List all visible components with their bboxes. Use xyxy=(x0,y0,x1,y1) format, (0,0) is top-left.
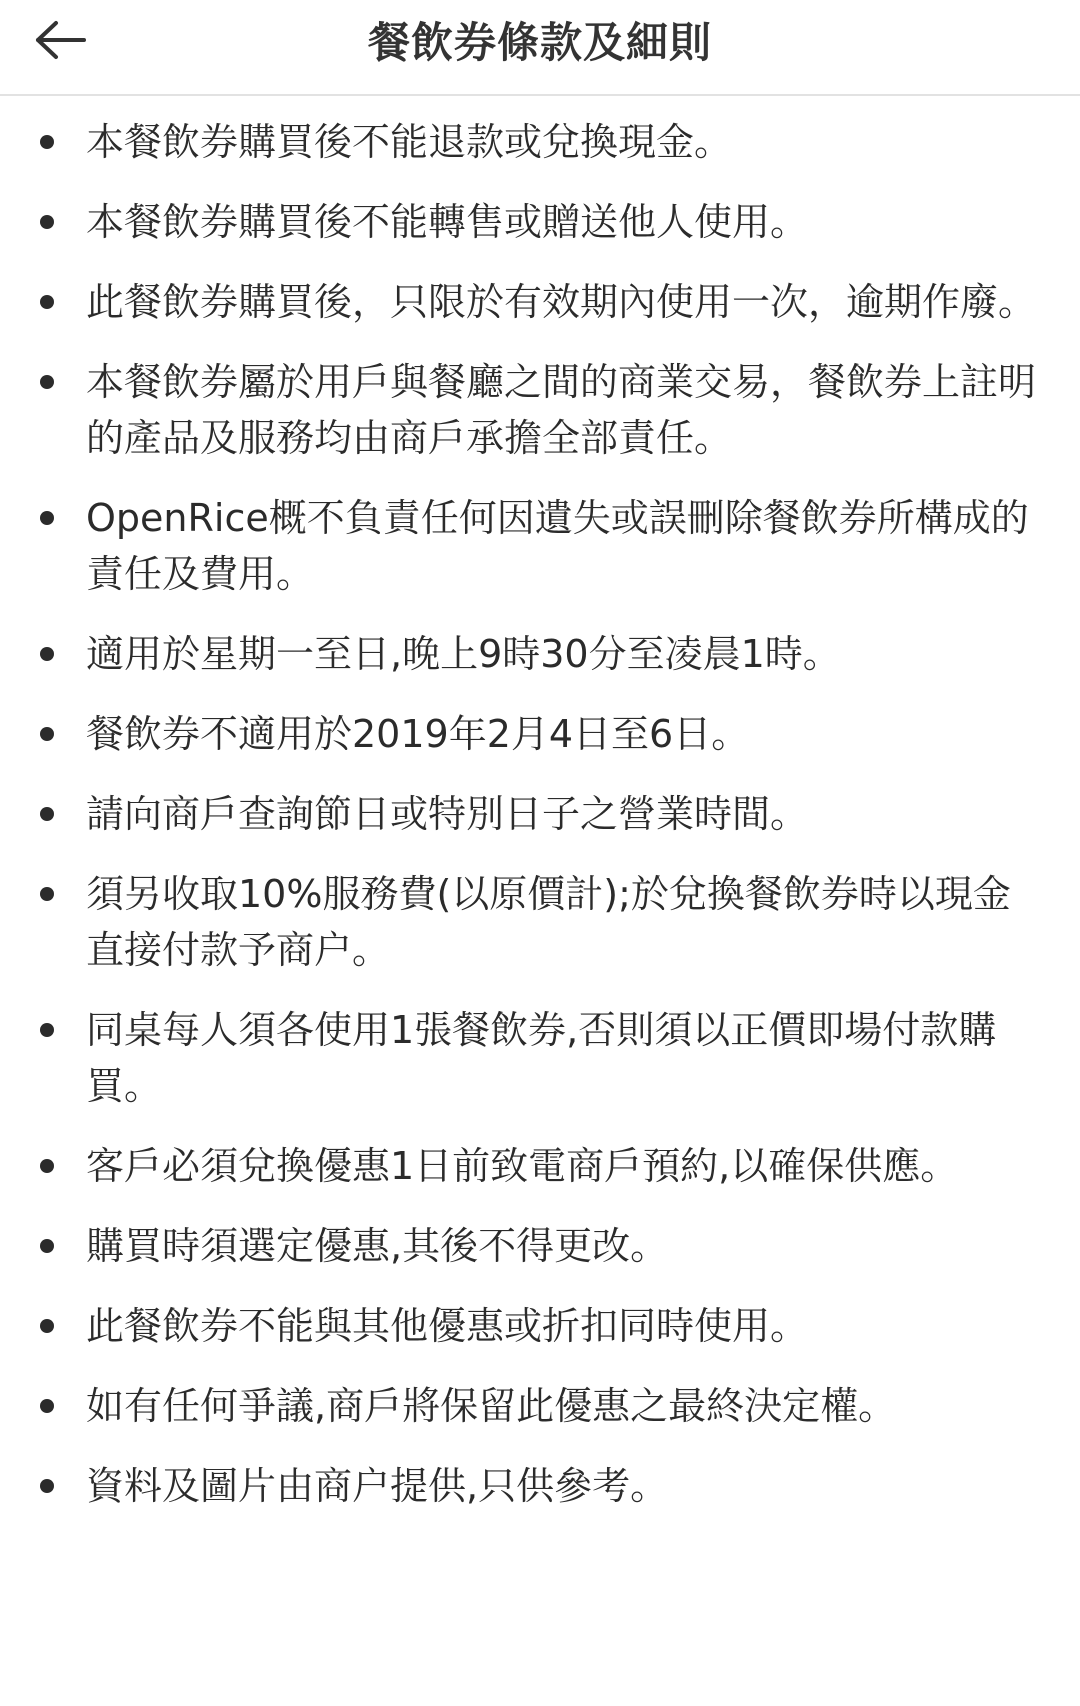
term-item xyxy=(0,1378,1080,1434)
term-text: 購買時須選定優惠,其後不得更改。 xyxy=(86,1224,669,1268)
bullet-icon xyxy=(40,1159,54,1173)
term-item xyxy=(0,786,1080,842)
bullet-icon xyxy=(40,647,54,661)
term-text: 資料及圖片由商户提供,只供參考。 xyxy=(86,1464,669,1508)
bullet-icon xyxy=(40,295,54,309)
term-item xyxy=(0,1458,1080,1514)
term-item xyxy=(0,1002,1080,1114)
bullet-icon xyxy=(40,375,54,389)
term-item xyxy=(0,114,1080,170)
bullet-icon xyxy=(40,215,54,229)
term-item xyxy=(0,1298,1080,1354)
term-item xyxy=(0,706,1080,762)
term-text: 此餐飲券不能與其他優惠或折扣同時使用。 xyxy=(86,1304,809,1348)
term-item xyxy=(0,194,1080,250)
term-item xyxy=(0,274,1080,330)
term-text: 此餐飲券購買後，只限於有效期內使用一次，逾期作廢。 xyxy=(86,280,1037,324)
term-item xyxy=(0,354,1080,466)
bullet-icon xyxy=(40,1239,54,1253)
bullet-icon xyxy=(40,135,54,149)
term-text: 請向商戶查詢節日或特別日子之營業時間。 xyxy=(86,792,809,836)
term-item xyxy=(0,1138,1080,1194)
terms-list xyxy=(0,96,1080,1514)
top-app-bar xyxy=(0,0,1080,96)
bullet-icon xyxy=(40,1319,54,1333)
bullet-icon xyxy=(40,887,54,901)
term-text: 客戶必須兌換優惠1日前致電商戶預約,以確保供應。 xyxy=(86,1144,959,1188)
term-item xyxy=(0,626,1080,682)
bullet-icon xyxy=(40,1479,54,1493)
term-text: 本餐飲券屬於用戶與餐廳之間的商業交易，餐飲券上註明的產品及服務均由商戶承擔全部責任。 xyxy=(86,360,1037,460)
term-text: 同桌每人須各使用1張餐飲券,否則須以正價即場付款購買。 xyxy=(86,1008,997,1108)
page-title: 餐飲券條款及細則 xyxy=(367,18,712,67)
bullet-icon xyxy=(40,1399,54,1413)
term-text: 須另收取10%服務費(以原價計);於兌換餐飲券時以現金直接付款予商户。 xyxy=(86,872,1011,972)
term-text: OpenRice概不負責任何因遺失或誤刪除餐飲券所構成的責任及費用。 xyxy=(86,496,1029,596)
term-text: 如有任何爭議,商戶將保留此優惠之最終決定權。 xyxy=(86,1384,897,1428)
term-text: 適用於星期一至日,晚上9時30分至凌晨1時。 xyxy=(86,632,841,676)
bullet-icon xyxy=(40,807,54,821)
bullet-icon xyxy=(40,511,54,525)
term-text: 本餐飲券購買後不能轉售或贈送他人使用。 xyxy=(86,200,809,244)
term-text: 本餐飲券購買後不能退款或兌換現金。 xyxy=(86,120,733,164)
term-item xyxy=(0,1218,1080,1274)
term-item xyxy=(0,866,1080,978)
bullet-icon xyxy=(40,727,54,741)
term-text: 餐飲券不適用於2019年2月4日至6日。 xyxy=(86,712,750,756)
bullet-icon xyxy=(40,1023,54,1037)
term-item xyxy=(0,490,1080,602)
